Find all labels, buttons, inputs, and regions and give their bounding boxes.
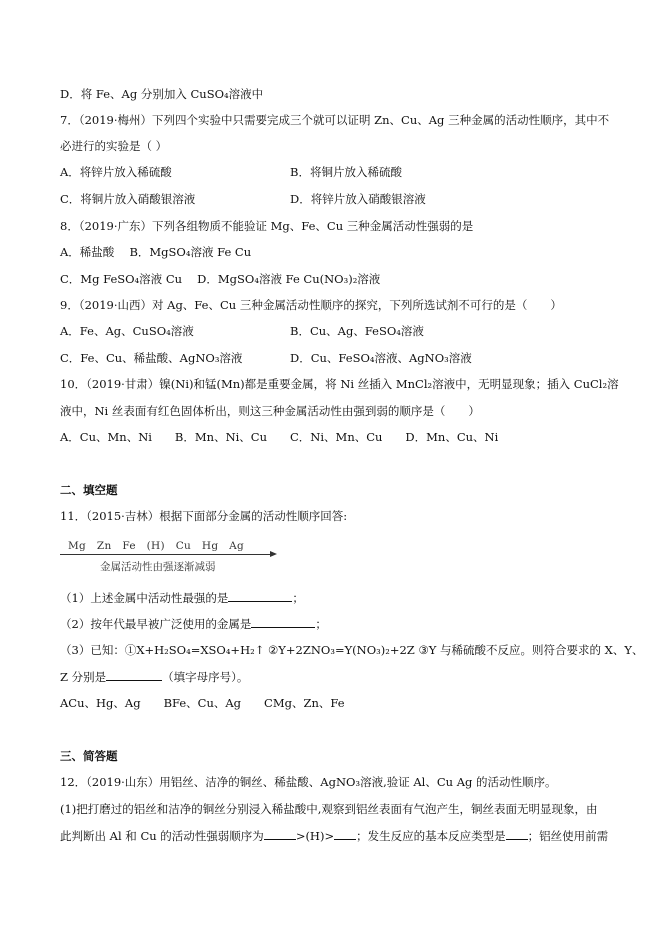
question-7-line-2: 必进行的实验是（ ） bbox=[60, 139, 168, 153]
question-8-options-cd: C．Mg FeSO₄溶液 Cu D．MgSO₄溶液 Fe Cu(NO₃)₂溶液 bbox=[60, 272, 381, 286]
answer-blank[interactable] bbox=[228, 590, 292, 602]
answer-blank[interactable] bbox=[251, 616, 315, 628]
section-2-heading: 二、填空题 bbox=[60, 483, 118, 497]
question-11-options: ACu、Hg、Ag BFe、Cu、Ag CMg、Zn、Fe bbox=[60, 696, 345, 710]
question-10-line-2: 液中，Ni 丝表面有红色固体析出，则这三种金属活动性由强到弱的顺序是（ ） bbox=[60, 404, 480, 418]
question-10-options: A．Cu、Mn、Ni B．Mn、Ni、Cu C．Ni、Mn、Cu D．Mn、Cu、Ni bbox=[60, 430, 499, 444]
q11-2-end: ； bbox=[315, 617, 327, 631]
activity-arrow-line bbox=[60, 554, 272, 555]
question-9-option-d: D．Cu、FeSO₄溶液、AgNO₃溶液 bbox=[290, 351, 472, 365]
answer-blank[interactable] bbox=[334, 828, 356, 840]
question-9-option-a: A．Fe、Ag、CuSO₄溶液 bbox=[60, 324, 194, 338]
answer-blank[interactable] bbox=[106, 669, 162, 681]
q12-1b-text: 此判断出 Al 和 Cu 的活动性强弱顺序为 bbox=[60, 829, 264, 843]
question-7-line-1: 7．（2019·梅州）下列四个实验中只需要完成三个就可以证明 Zn、Cu、Ag 三种金属的活动性顺序，其中不 bbox=[60, 113, 610, 127]
question-12-stem: 12．（2019·山东）用铝丝、洁净的铜丝、稀盐酸、AgNO₃溶液,验证 Al、Cu Ag 的活动性顺序。 bbox=[60, 775, 557, 789]
question-11-part-1 bbox=[60, 590, 304, 605]
answer-blank[interactable] bbox=[506, 828, 528, 840]
question-7-option-d: D．将锌片放入硝酸银溶液 bbox=[290, 192, 426, 206]
question-7-option-c: C．将铜片放入硝酸银溶液 bbox=[60, 192, 196, 206]
question-11-part-3: （3）已知：①X+H₂SO₄=XSO₄+H₂↑ ②Y+2ZNO₃=Y(NO₃)₂+2Z ③Y 与稀硫酸不反应。则符合要求的 X、Y、 bbox=[60, 643, 644, 657]
question-9-option-c: C．Fe、Cu、稀盐酸、AgNO₃溶液 bbox=[60, 351, 243, 365]
question-10-line-1: 10．（2019·甘肃）镍(Ni)和锰(Mn)都是重要金属，将 Ni 丝插入 MnCl₂溶液中，无明显现象；插入 CuCl₂溶 bbox=[60, 377, 619, 391]
question-7-option-a: A．将锌片放入稀硫酸 bbox=[60, 165, 172, 179]
question-7-option-b: B．将铜片放入稀硫酸 bbox=[290, 165, 402, 179]
section-3-heading: 三、简答题 bbox=[60, 749, 118, 763]
question-8-stem: 8．（2019·广东）下列各组物质不能验证 Mg、Fe、Cu 三种金属活动性强弱的是 bbox=[60, 219, 474, 233]
activity-caption: 金属活动性由强逐渐减弱 bbox=[100, 561, 216, 573]
metal-activity-series: Mg Zn Fe (H) Cu Hg Ag bbox=[68, 540, 245, 552]
q11-1-text: （1）上述金属中活动性最强的是 bbox=[60, 591, 229, 605]
question-11-part-3-continued bbox=[60, 669, 248, 684]
q11-1-end: ； bbox=[292, 591, 304, 605]
q12-1b-end: ；铝丝使用前需 bbox=[527, 829, 609, 843]
question-9-option-b: B．Cu、Ag、FeSO₄溶液 bbox=[290, 324, 424, 338]
question-11-part-2 bbox=[60, 616, 327, 631]
question-8-options-ab: A．稀盐酸 B．MgSO₄溶液 Fe Cu bbox=[60, 245, 252, 259]
question-12-part-1-line-1: (1)把打磨过的铝丝和洁净的铜丝分别浸入稀盐酸中,观察到铝丝表面有气泡产生，铜丝表面无明显现象，由 bbox=[60, 802, 598, 816]
q11-2-text: （2）按年代最早被广泛使用的金属是 bbox=[60, 617, 252, 631]
question-11-stem: 11．（2015·吉林）根据下面部分金属的活动性顺序回答: bbox=[60, 509, 348, 523]
question-12-part-1-line-2 bbox=[60, 828, 608, 843]
question-9-stem: 9．（2019·山西）对 Ag、Fe、Cu 三种金属活动性顺序的探究，下列所选试剂不可行的是（ ） bbox=[60, 298, 562, 312]
q11-3b-end: （填字母序号）。 bbox=[162, 670, 249, 684]
q12-1b-mid2: ；发生反应的基本反应类型是 bbox=[356, 829, 506, 843]
option-d-line: D．将 Fe、Ag 分别加入 CuSO₄溶液中 bbox=[60, 87, 264, 101]
arrow-right-icon bbox=[270, 551, 277, 557]
q11-3b-text: Z 分别是 bbox=[60, 670, 107, 684]
answer-blank[interactable] bbox=[264, 828, 296, 840]
q12-1b-mid1: >(H)> bbox=[295, 829, 335, 843]
